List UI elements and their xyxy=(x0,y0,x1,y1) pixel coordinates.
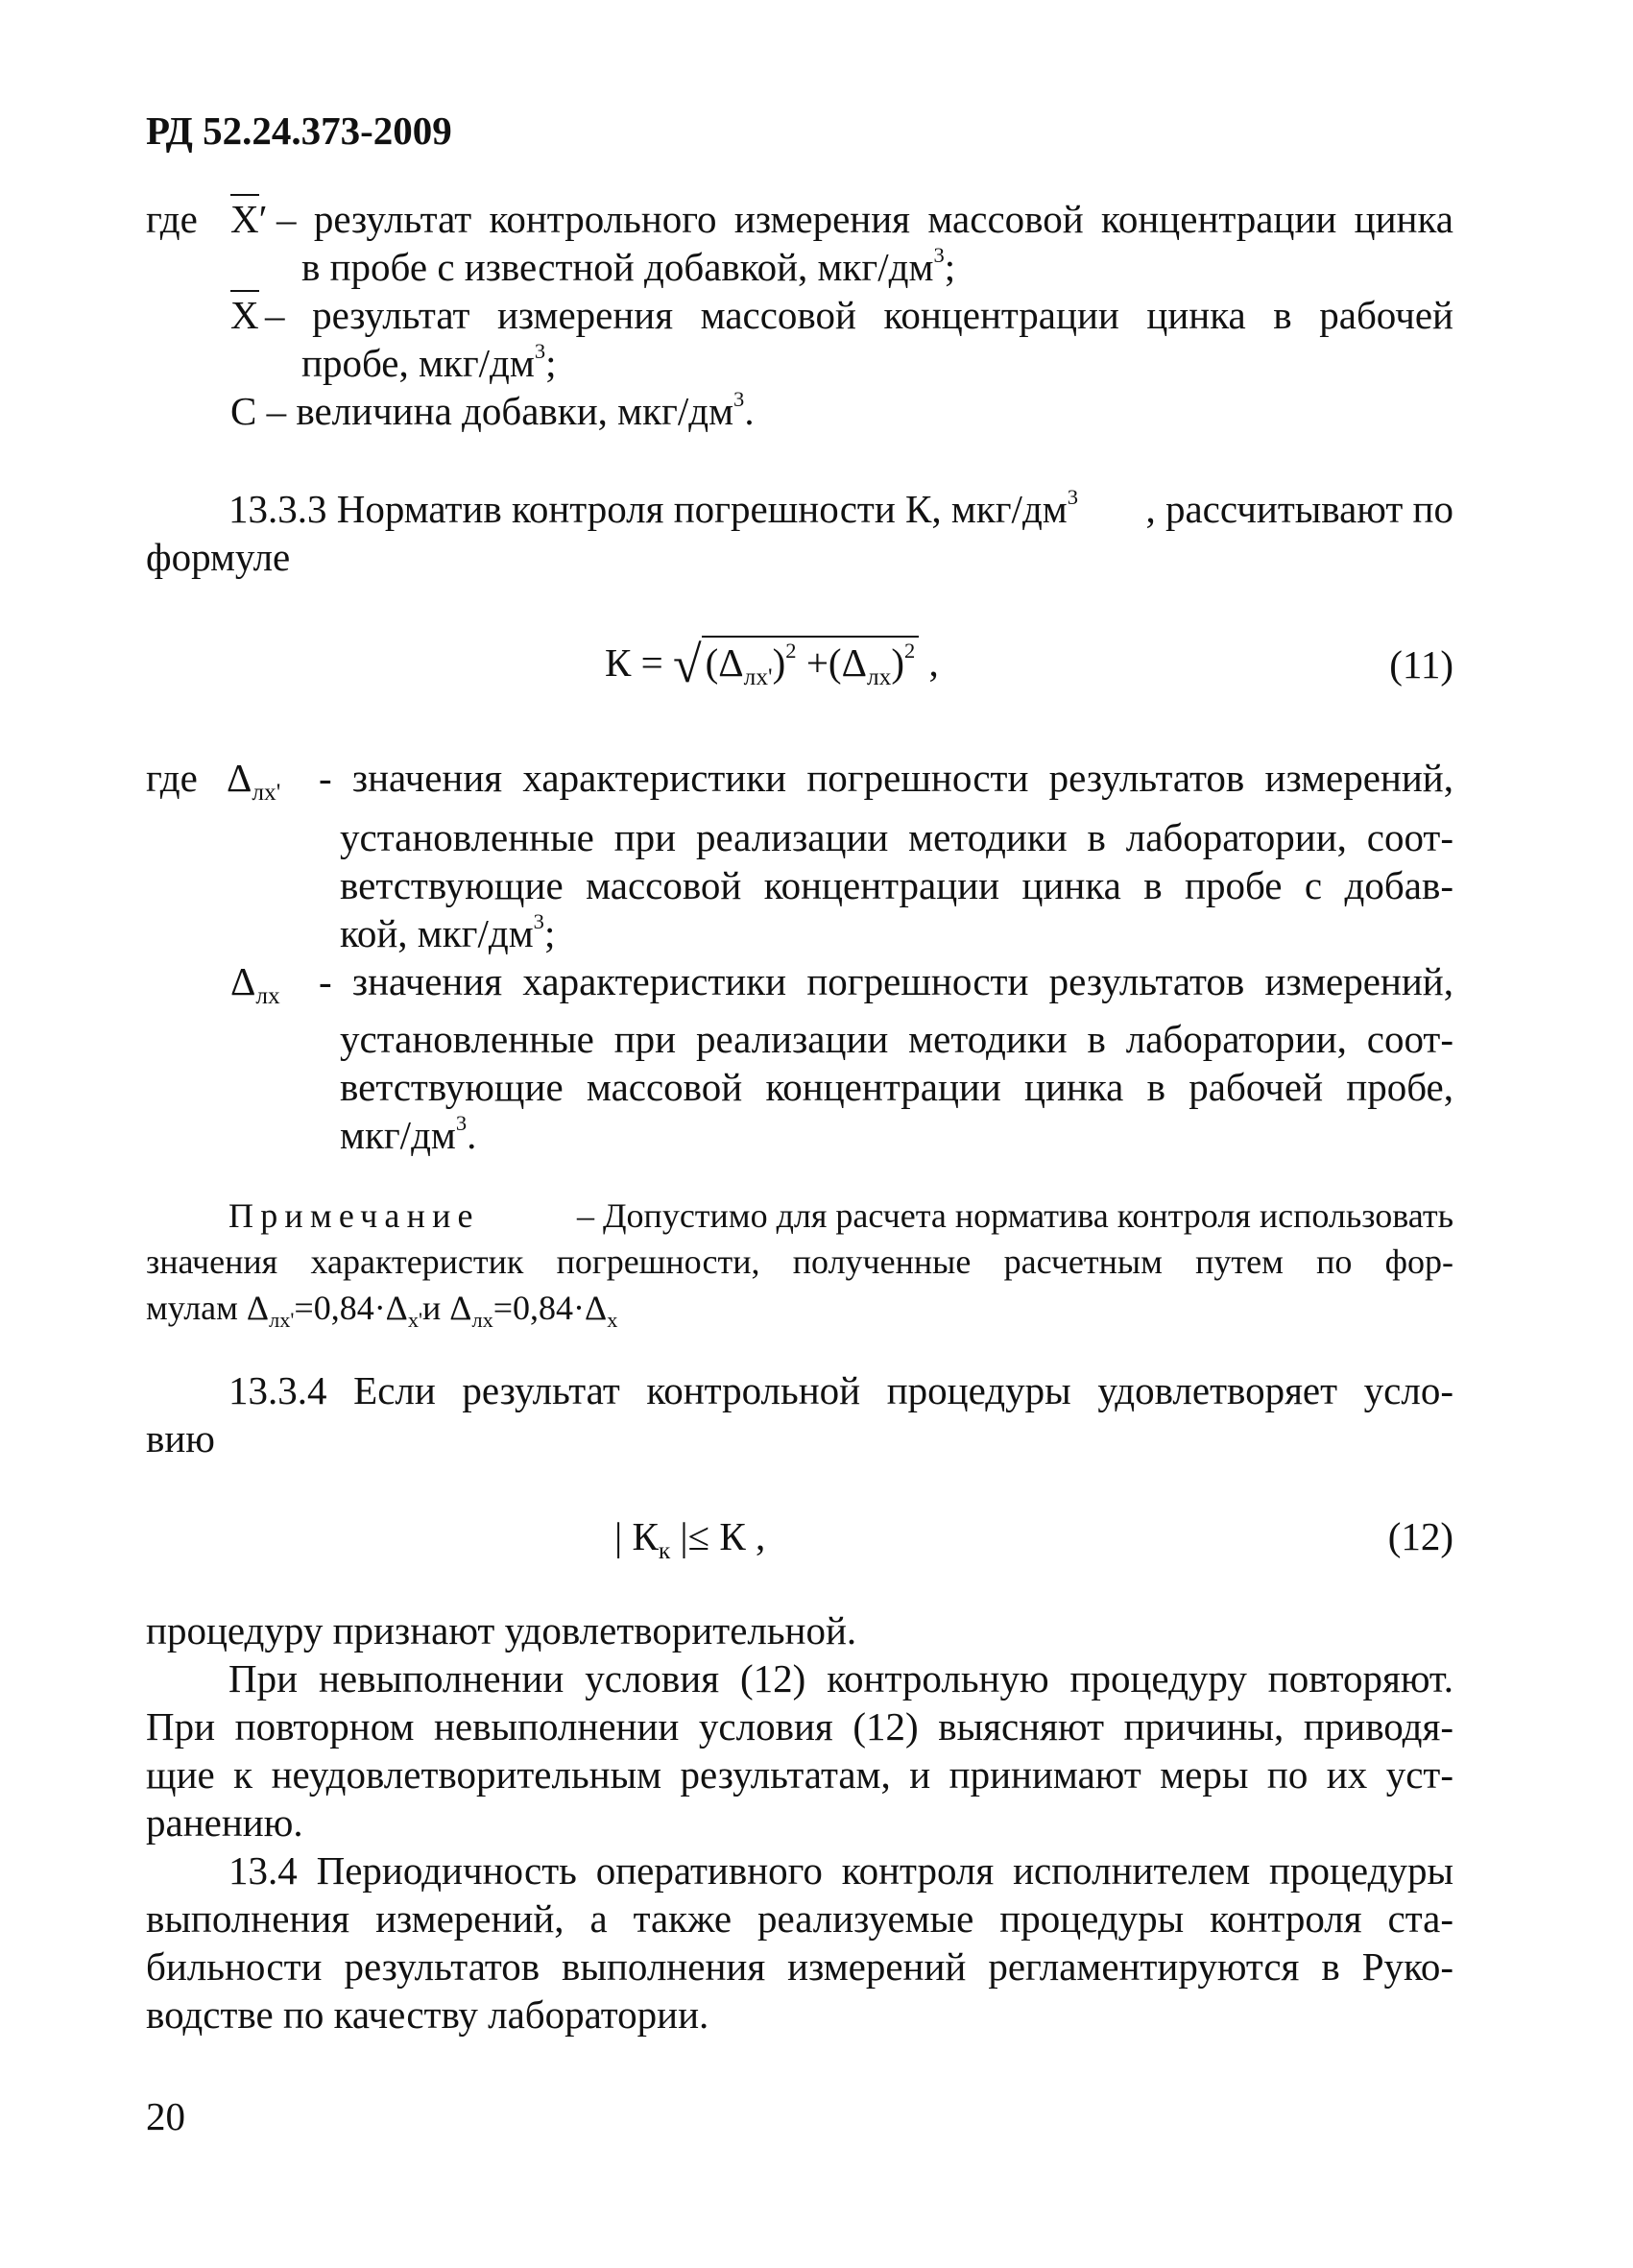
document-code: РД 52.24.373-2009 xyxy=(146,109,452,153)
x-prime-symbol: X′ xyxy=(230,196,268,242)
section-13-3-4-line1: 13.3.4 Если результат контрольной процедуры удовлетворяет усло- xyxy=(228,1368,1453,1412)
note-text-line1: – Допустимо для расчета норматива контроля использовать xyxy=(577,1196,1453,1235)
square-root: $√(\Delta_{лх'})^2 +(\Delta_{лх})^2$ xyxy=(673,636,919,686)
delta-lx-prime-symbol: $\Delta_{лх'}$ xyxy=(227,756,281,806)
section-13-4-line2: выполнения измерений, а также реализуемые процедуры контроля ста- xyxy=(146,1896,1453,1941)
x-prime-definition-line2: в пробе с известной добавкой, мкг/$дм^3$; xyxy=(301,242,956,289)
delta-lx-prime-definition-line3: ветствующие массовой концентрации цинка в пробе с добав- xyxy=(340,863,1453,907)
page-number: 20 xyxy=(146,2094,185,2138)
section-13-3-3-line2: формуле xyxy=(146,535,291,579)
delta-lx-prime-definition-line1: - значения характеристики погрешности результатов измерений, xyxy=(319,756,1453,800)
delta-lx-prime-definition-line2: установленные при реализации методики в лаборатории, соот- xyxy=(340,815,1453,859)
x-definition-line2: пробе, мкг/$дм^3$; xyxy=(301,338,557,385)
delta-lx-definition-line1: - значения характеристики погрешности результатов измерений, xyxy=(319,959,1453,1003)
delta-lx-definition-line3: ветствующие массовой концентрации цинка в рабочей пробе, xyxy=(340,1065,1453,1109)
note-line2: значения характеристик погрешности, полученные расчетным путем по фор- xyxy=(146,1243,1453,1281)
c-definition: С – величина добавки, мкг/$дм^3$. xyxy=(230,386,755,433)
delta-lx-definition-line2: установленные при реализации методики в лаборатории, соот- xyxy=(340,1017,1453,1061)
note-line3: мулам $\Delta_{лх'}=0,84\cdot\Delta_{х'}и$ $\Delta_{лх}=0,84\cdot\Delta_х$ xyxy=(146,1289,618,1332)
section-13-3-4-line2: вию xyxy=(146,1416,215,1460)
delta-lx-definition-line4: мкг/$дм^3$. xyxy=(340,1110,477,1157)
where-label-2: где xyxy=(146,756,198,800)
formula-11: $К = √(\Delta_{лх'})^2 +(\Delta_{лх})^2$ , xyxy=(605,636,939,693)
x-definition-line1: – результат измерения массовой концентрации цинка в рабочей xyxy=(265,293,1453,337)
section-13-3-3-line1-end: , рассчитывают по xyxy=(1145,487,1453,531)
formula-12: | $К_к$ |≤ К , xyxy=(614,1514,766,1564)
x-symbol: X xyxy=(230,292,259,338)
where-label-1: где xyxy=(146,197,198,241)
after-12-p2-line1: При невыполнении условия (12) контрольную процедуру повторяют. xyxy=(228,1656,1453,1701)
delta-lx-prime-definition-line4: кой, мкг/$дм^3$; xyxy=(340,908,556,955)
section-13-3-3-line1: 13.3.3 Норматив контроля погрешности К, мкг/$дм^3$ xyxy=(228,484,1079,531)
section-13-4-line1: 13.4 Периодичность оперативного контроля исполнителем процедуры xyxy=(228,1848,1453,1893)
delta-lx-symbol: $\Delta_{лх}$ xyxy=(230,959,280,1009)
section-13-4-line3: бильности результатов выполнения измерений регламентируются в Руко- xyxy=(146,1944,1453,1989)
after-12-p2-line3: щие к неудовлетворительным результатам, и принимают меры по их уст- xyxy=(146,1752,1453,1797)
after-12-p2-line4: ранению. xyxy=(146,1800,303,1845)
section-13-4-line4: водстве по качеству лаборатории. xyxy=(146,1992,709,2037)
formula-12-number: (12) xyxy=(1387,1514,1453,1558)
after-12-p2-line2: При повторном невыполнении условия (12) выясняют причины, приводя- xyxy=(146,1704,1453,1749)
note-label: Примечание xyxy=(228,1196,480,1235)
note-line1 xyxy=(228,1193,1453,1239)
formula-11-number: (11) xyxy=(1389,642,1453,687)
x-prime-definition-line1: – результат контрольного измерения массовой концентрации цинка xyxy=(276,197,1453,241)
after-12-line1: процедуру признают удовлетворительной. xyxy=(146,1608,857,1653)
